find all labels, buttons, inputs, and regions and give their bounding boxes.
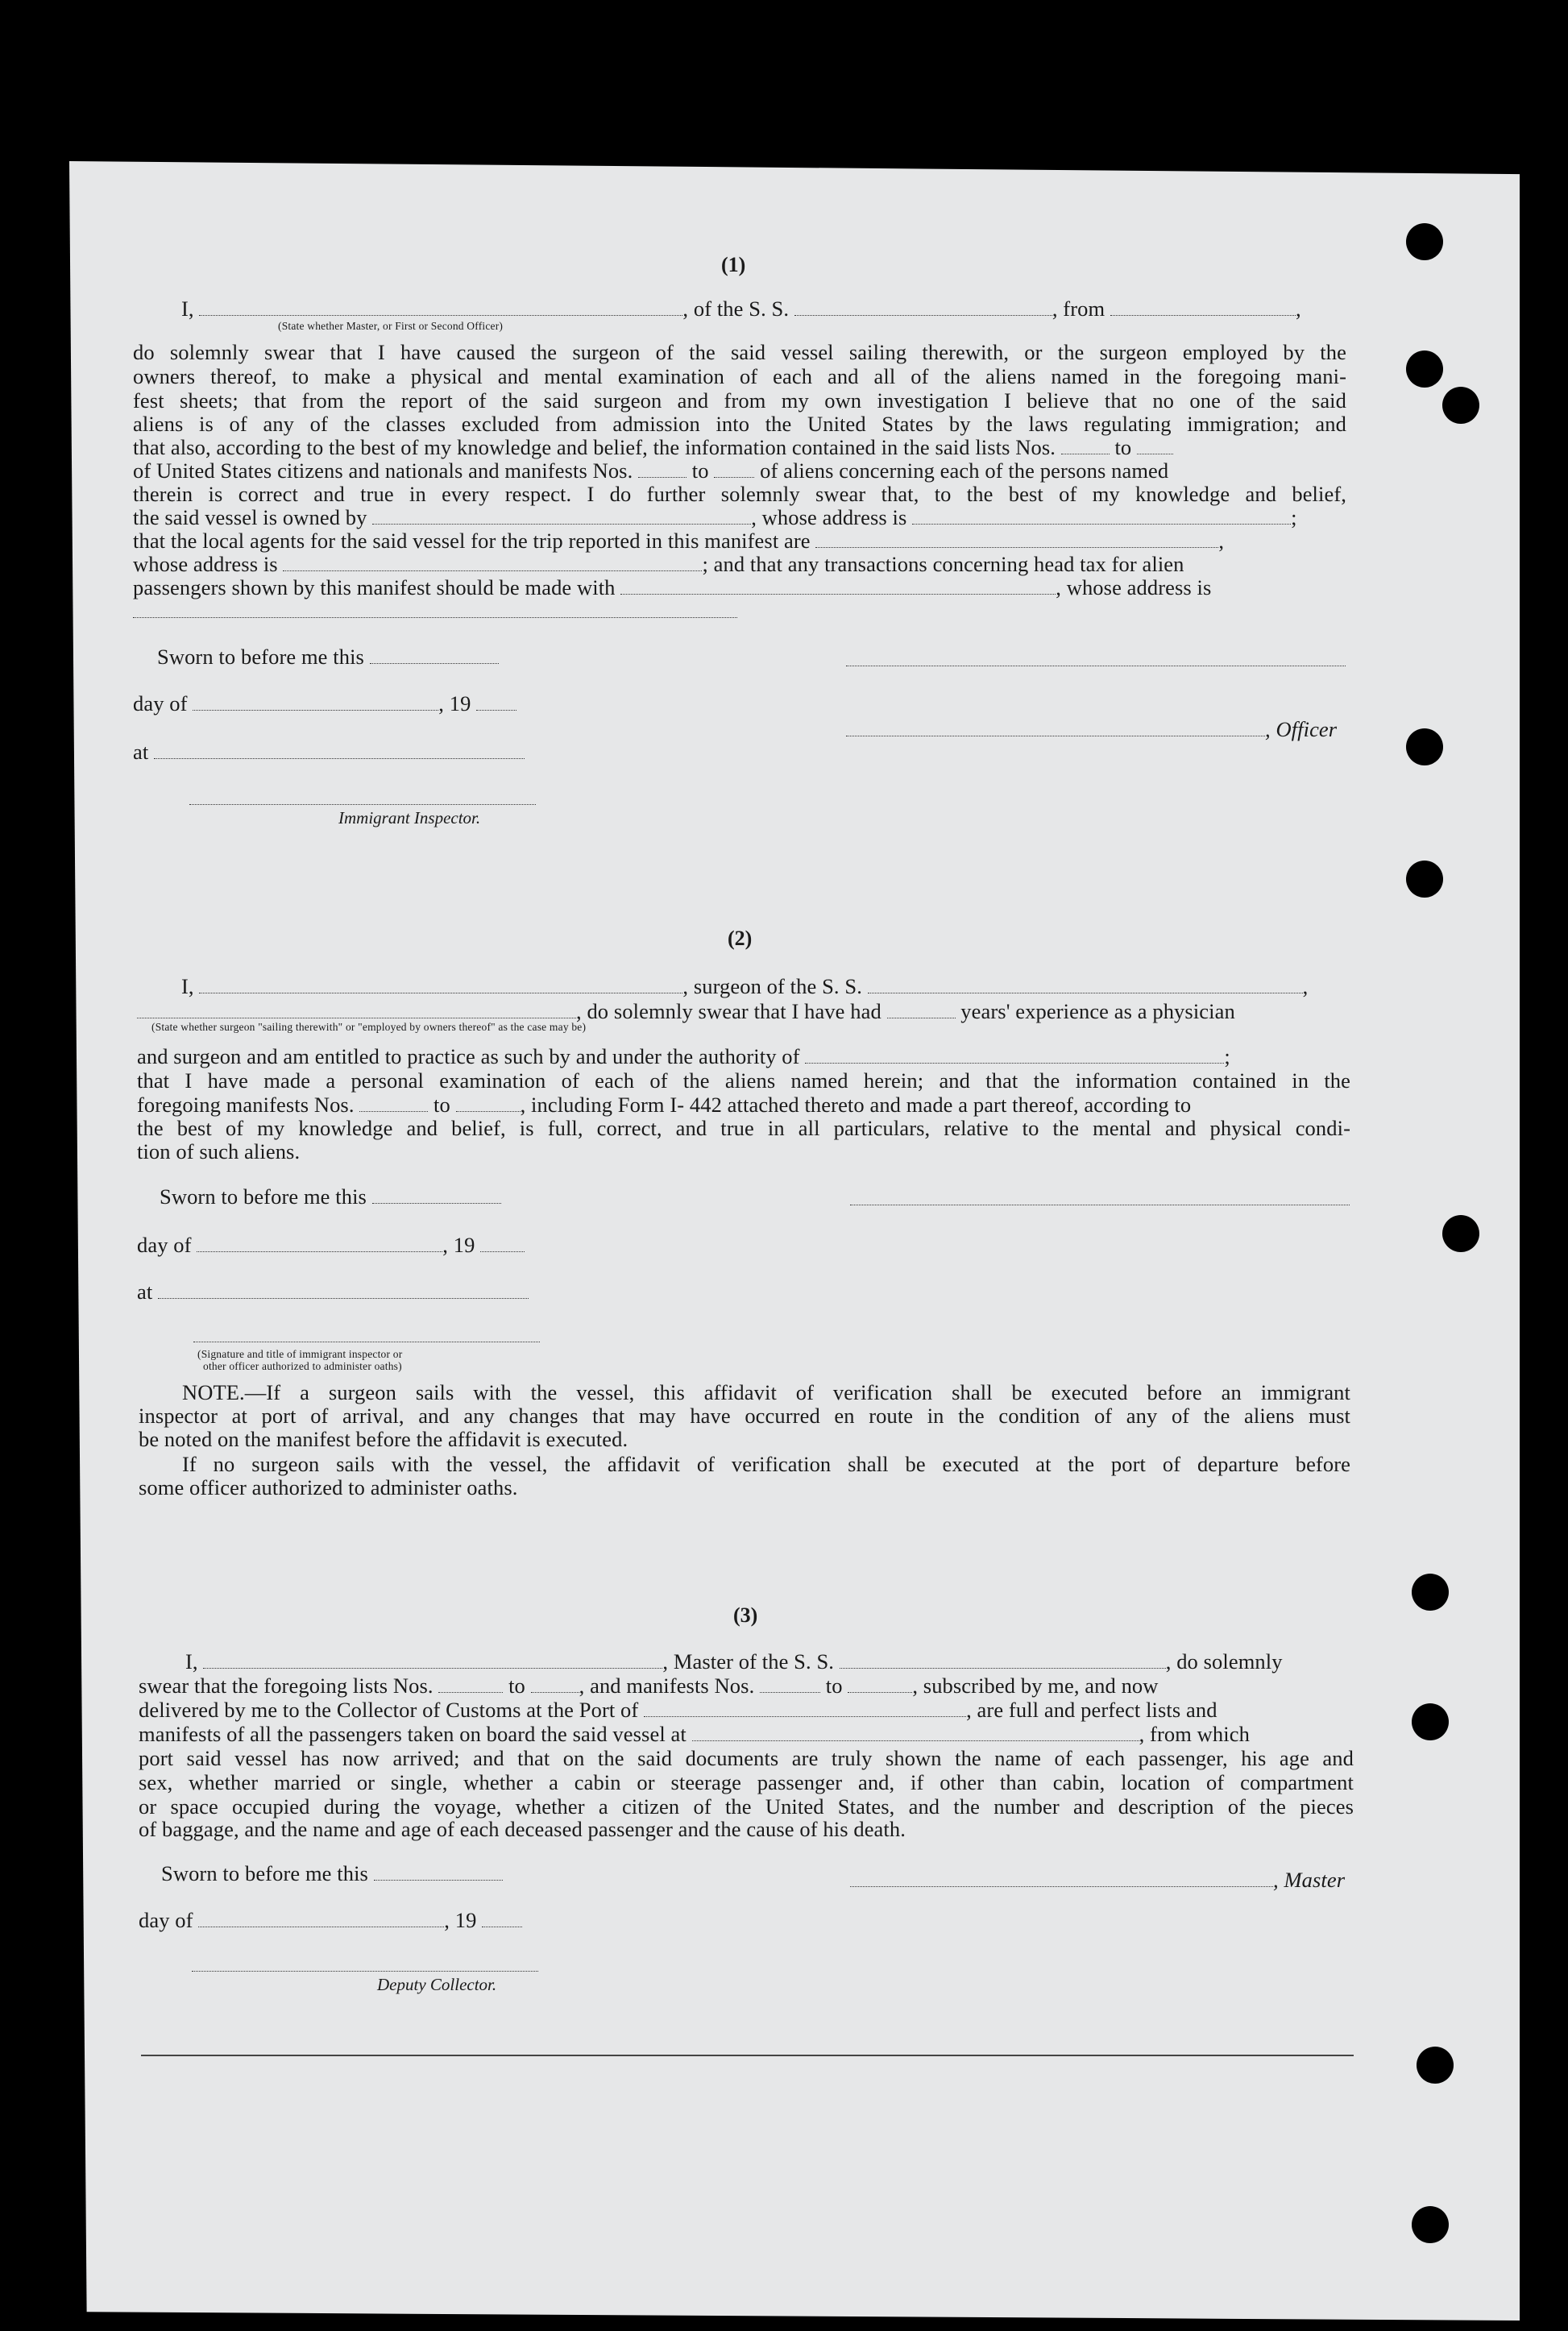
s3-sworn-day-field[interactable] <box>374 1864 503 1881</box>
year-label: , 19 <box>438 691 471 715</box>
lists-to-field[interactable] <box>1137 438 1173 454</box>
note-line: be noted on the manifest before the affidavit is executed. <box>139 1427 628 1451</box>
s1-line-5 <box>133 435 1173 459</box>
s2-authority-label: and surgeon and am entitled to practice as such by and under the authority of <box>137 1044 800 1068</box>
s2-day-of <box>137 1233 525 1257</box>
s1-paragraph-line: fest sheets; that from the report of the said surgeon and from my own investigation I believe that no one of the said <box>133 388 1346 413</box>
s1-address-label: , whose address is <box>751 505 907 529</box>
s1-line-9 <box>133 529 1224 553</box>
s1-paragraph-line: owners thereof, to make a physical and mental examination of each and all of the aliens named in the foregoing mani- <box>133 364 1346 388</box>
master-signature-field[interactable] <box>850 1870 1273 1887</box>
day-of-label: day of <box>139 1908 193 1932</box>
agents-field[interactable] <box>815 531 1218 548</box>
s3-sworn <box>161 1861 503 1885</box>
s1-line-6 <box>133 458 1346 483</box>
s1-address-label-2: whose address is <box>133 552 278 576</box>
s1-at <box>133 740 525 764</box>
s2-manifests-from-field[interactable] <box>359 1095 428 1112</box>
manifests-from-field[interactable] <box>638 461 687 478</box>
inspector-signature-line[interactable] <box>189 804 536 805</box>
s3-line-2 <box>139 1674 1159 1698</box>
s3-paragraph-line: or space occupied during the voyage, whether a citizen of the United States, and the number and description of the pieces <box>139 1794 1354 1819</box>
departure-port-field[interactable] <box>692 1724 1139 1741</box>
sig-caption-line: (Signature and title of immigrant inspector or <box>197 1348 403 1360</box>
s1-comma: , <box>1295 297 1301 321</box>
note-line: NOTE.—If a surgeon sails with the vessel, this affidavit of verification shall be executed before an immigrant <box>182 1380 1350 1404</box>
s3-vessel-field[interactable] <box>840 1652 1166 1669</box>
manifests-to-field[interactable] <box>714 461 754 478</box>
punch-hole <box>1442 387 1479 424</box>
punch-hole <box>1417 2047 1454 2084</box>
s2-vessel-field[interactable] <box>868 977 1303 993</box>
s3-solemnly-label: , do solemnly <box>1165 1649 1283 1674</box>
officer-label: , Officer <box>1265 717 1338 741</box>
s2-sworn-day-field[interactable] <box>372 1187 501 1204</box>
immigrant-inspector-label: Immigrant Inspector. <box>338 808 481 827</box>
s1-head-tax-label: ; and that any transactions concerning head tax for alien <box>702 552 1184 576</box>
s3-line-3 <box>139 1698 1217 1722</box>
s2-form-label: , including Form I- 442 attached thereto and made a part thereof, according to <box>520 1093 1192 1117</box>
s1-officer <box>846 717 1337 741</box>
s2-line-2 <box>137 999 1235 1023</box>
sworn-label: Sworn to before me this <box>160 1184 367 1209</box>
note-line: If no surgeon sails with the vessel, the affidavit of verification shall be executed at the port of departure before <box>182 1452 1350 1476</box>
s2-i: I, <box>181 974 194 998</box>
s1-lists-label: that also, according to the best of my knowledge and belief, the information contained in the said lists Nos. <box>133 435 1056 459</box>
s1-line-8 <box>133 505 1297 529</box>
s3-day-of <box>139 1908 522 1932</box>
s1-semicolon: ; <box>1291 505 1297 529</box>
s3-subscribed-label: , subscribed by me, and now <box>912 1674 1159 1698</box>
s1-manifests-label: of United States citizens and nationals and manifests Nos. <box>133 458 633 483</box>
owner-field[interactable] <box>372 508 751 525</box>
s1-paragraph-line: therein is correct and true in every respect. I do further solemnly swear that, to the best of my knowledge and belief, <box>133 482 1346 506</box>
s2-line-3 <box>137 1044 1230 1068</box>
punch-hole <box>1412 2206 1449 2243</box>
sworn-label: Sworn to before me this <box>161 1861 368 1885</box>
s1-ss-label: , of the S. S. <box>682 297 790 321</box>
s3-port-label: delivered by me to the Collector of Customs at the Port of <box>139 1698 639 1722</box>
head-tax-party-field[interactable] <box>620 578 1056 595</box>
s3-paragraph-line: sex, whether married or single, whether a cabin or steerage passenger and, if other than cabin, location of compartment <box>139 1770 1354 1794</box>
s3-i: I, <box>185 1649 198 1674</box>
sworn-label: Sworn to before me this <box>157 645 364 669</box>
officer-title-field[interactable] <box>199 299 682 316</box>
s2-to-label: to <box>433 1093 450 1117</box>
s1-to-label: to <box>691 458 709 483</box>
surgeon-name-field[interactable] <box>199 977 682 993</box>
vessel-name-field[interactable] <box>794 299 1052 316</box>
s3-lists-from-field[interactable] <box>438 1676 503 1693</box>
month-field[interactable] <box>193 694 438 711</box>
s2-experience-label: years' experience as a physician <box>960 999 1235 1023</box>
s2-manifests-to-field[interactable] <box>456 1095 521 1112</box>
note-line: some officer authorized to administer oaths. <box>139 1475 518 1499</box>
s3-to-label-2: to <box>825 1674 843 1698</box>
port-of-arrival-field[interactable] <box>644 1700 966 1717</box>
s1-agents-label: that the local agents for the said vessel for the trip reported in this manifest are <box>133 529 811 553</box>
s1-address-continuation-line[interactable] <box>133 617 737 618</box>
s1-line-10 <box>133 552 1184 576</box>
punch-hole <box>1442 1215 1479 1252</box>
note-line: inspector at port of arrival, and any changes that may have occurred en route in the condition of any of the aliens must <box>139 1404 1350 1428</box>
s1-i: I, <box>181 297 194 321</box>
s3-manifests-from-field[interactable] <box>760 1676 820 1693</box>
s3-lists-label: swear that the foregoing lists Nos. <box>139 1674 433 1698</box>
s1-day-of <box>133 691 516 715</box>
s1-line-1 <box>181 297 1301 321</box>
day-of-label: day of <box>133 691 188 715</box>
punch-hole <box>1406 223 1443 260</box>
section-1-number: (1) <box>721 253 746 276</box>
s2-surgeon-label: , surgeon of the S. S. <box>682 974 862 998</box>
s3-paragraph-line: of baggage, and the name and age of each deceased passenger and the cause of his death. <box>139 1817 906 1841</box>
s2-line-1 <box>181 974 1308 998</box>
punch-hole <box>1406 728 1443 765</box>
surgeon-status-field[interactable] <box>137 1002 576 1018</box>
s3-perfect-label: , are full and perfect lists and <box>966 1698 1217 1722</box>
collector-signature-line[interactable] <box>192 1971 538 1972</box>
sworn-day-field[interactable] <box>370 647 499 664</box>
place-field[interactable] <box>154 742 525 759</box>
years-experience-field[interactable] <box>887 1002 956 1018</box>
punch-hole <box>1406 861 1443 898</box>
s2-at <box>137 1280 529 1304</box>
year-field[interactable] <box>476 694 516 711</box>
master-name-field[interactable] <box>203 1652 662 1669</box>
s1-passengers-label: passengers shown by this manifest should be made with <box>133 575 616 599</box>
s1-to-label: to <box>1114 435 1132 459</box>
s1-sworn <box>157 645 499 669</box>
s3-line-1 <box>185 1649 1283 1674</box>
s2-paragraph-line: the best of my knowledge and belief, is full, correct, and true in all particulars, relative to the mental and physical condi- <box>137 1116 1350 1140</box>
s2-year-field[interactable] <box>480 1235 525 1252</box>
master-label: , Master <box>1273 1868 1346 1892</box>
s2-swear-label: , do solemnly swear that I have had <box>576 999 881 1023</box>
section-3-number: (3) <box>733 1603 758 1627</box>
deputy-collector-label: Deputy Collector. <box>377 1975 497 1994</box>
day-of-label: day of <box>137 1233 192 1257</box>
s2-line-5 <box>137 1093 1191 1117</box>
s1-from-label: , from <box>1052 297 1105 321</box>
s1-aliens-label: of aliens concerning each of the persons named <box>760 458 1169 483</box>
s3-paragraph-line: port said vessel has now arrived; and that on the said documents are truly shown the name of each passenger, his age and <box>139 1746 1354 1770</box>
s3-to-label: to <box>508 1674 525 1698</box>
s2-semicolon: ; <box>1224 1044 1230 1068</box>
s3-lists-to-field[interactable] <box>531 1676 579 1693</box>
s1-owned-label: the said vessel is owned by <box>133 505 367 529</box>
punch-hole <box>1406 350 1443 388</box>
s1-comma: , <box>1218 529 1225 553</box>
section-2-number: (2) <box>728 927 753 950</box>
s2-comma: , <box>1302 974 1309 998</box>
punch-hole <box>1412 1703 1449 1740</box>
surgeon-status-caption: (State whether surgeon "sailing therewith" or "employed by owners thereof" as the case may be) <box>151 1021 587 1033</box>
s3-master-label: , Master of the S. S. <box>662 1649 835 1674</box>
from-port-field[interactable] <box>1110 299 1296 316</box>
at-label: at <box>133 740 149 764</box>
s2-month-field[interactable] <box>197 1235 442 1252</box>
s1-address-label-3: , whose address is <box>1056 575 1212 599</box>
authority-field[interactable] <box>805 1047 1224 1064</box>
sig-caption-line: other officer authorized to administer oaths) <box>203 1360 402 1372</box>
s3-line-4 <box>139 1722 1250 1746</box>
agents-address-field[interactable] <box>283 554 702 571</box>
s3-manifests-label: , and manifests Nos. <box>579 1674 755 1698</box>
s3-month-field[interactable] <box>198 1910 444 1927</box>
officer-name-field[interactable] <box>846 720 1265 736</box>
officer-caption: (State whether Master, or First or Second Officer) <box>278 320 504 332</box>
s2-sworn <box>160 1184 501 1209</box>
owner-address-field[interactable] <box>912 508 1291 525</box>
s1-line-11 <box>133 575 1211 599</box>
s1-paragraph-line: do solemnly swear that I have caused the surgeon of the said vessel sailing therewith, or the surgeon employed by the <box>133 340 1346 364</box>
bottom-rule <box>141 2055 1354 2056</box>
year-label: , 19 <box>442 1233 475 1257</box>
s2-paragraph-line: that I have made a personal examination of each of the aliens named herein; and that the information contained in the <box>137 1068 1350 1093</box>
s1-paragraph-line: aliens is of any of the classes excluded from admission into the United States by the laws regulating immigration; and <box>133 412 1346 436</box>
punch-hole <box>1412 1574 1449 1611</box>
lists-from-field[interactable] <box>1061 438 1110 454</box>
s3-year-field[interactable] <box>482 1910 522 1927</box>
s3-taken-label: manifests of all the passengers taken on board the said vessel at <box>139 1722 687 1746</box>
s3-from-which-label: , from which <box>1139 1722 1250 1746</box>
s2-place-field[interactable] <box>158 1282 529 1299</box>
at-label: at <box>137 1280 153 1304</box>
s3-master <box>850 1868 1345 1892</box>
s3-manifests-to-field[interactable] <box>848 1676 912 1693</box>
s2-manifests-label: foregoing manifests Nos. <box>137 1093 355 1117</box>
year-label: , 19 <box>444 1908 477 1932</box>
s2-paragraph-line: tion of such aliens. <box>137 1139 301 1163</box>
